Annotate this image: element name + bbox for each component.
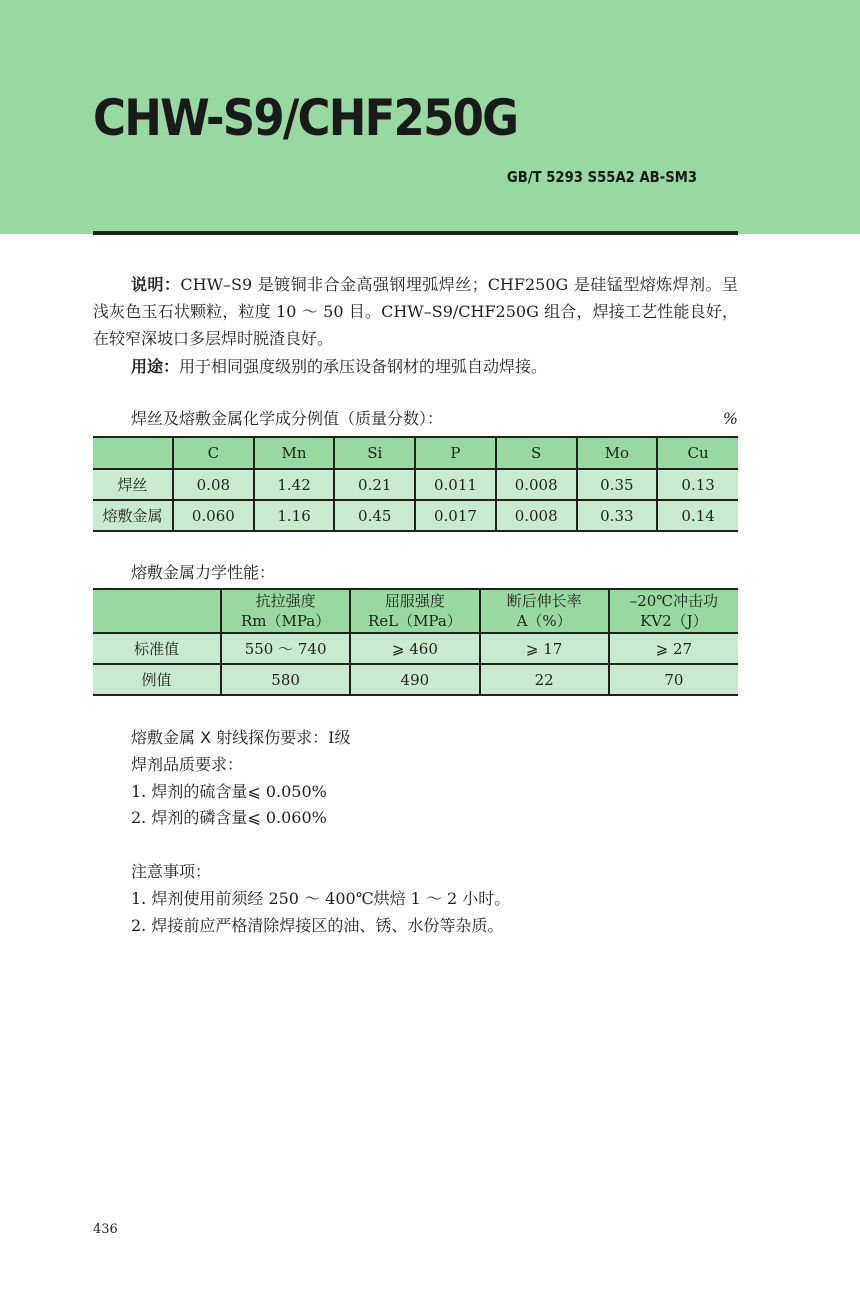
table-cell: ⩾ 17: [480, 633, 609, 664]
mechanical-title: 熔敷金属力学性能：: [131, 563, 276, 582]
table-cell: 0.008: [496, 469, 577, 500]
flux-item: 2. 焊剂的磷含量⩽ 0.060%: [131, 808, 327, 827]
divider: [93, 231, 738, 235]
header-line: 断后伸长率: [506, 592, 582, 610]
xray-value: Ⅰ级: [328, 728, 351, 747]
table-cell: 70: [609, 664, 738, 695]
table-cell: 0.14: [657, 500, 738, 531]
table-cell: 0.45: [334, 500, 415, 531]
mechanical-table: [93, 588, 738, 696]
header-cell: [93, 437, 173, 469]
standard-code: GB/T 5293 S55A2 AB-SM3: [506, 168, 697, 186]
row-label: 焊丝: [93, 469, 173, 500]
table-cell: 490: [350, 664, 479, 695]
row-label: 熔敷金属: [93, 500, 173, 531]
usage-paragraph: [93, 353, 738, 380]
header-cell: Mn: [254, 437, 335, 469]
description-label: 说明：: [131, 275, 181, 294]
table-cell: ⩾ 460: [350, 633, 479, 664]
header-cell: [350, 589, 479, 633]
header-line: –20℃冲击功: [629, 592, 719, 610]
table-cell: 550 ～ 740: [221, 633, 350, 664]
header-unit: A（%）: [516, 612, 572, 630]
header-cell: S: [496, 437, 577, 469]
header-line: 屈服强度: [384, 592, 445, 610]
header-cell: Mo: [577, 437, 658, 469]
table-cell: 0.21: [334, 469, 415, 500]
table-cell: 0.08: [173, 469, 254, 500]
note-item: 1. 焊剂使用前须经 250 ～ 400℃烘焙 1 ～ 2 小时。: [131, 889, 511, 908]
table-row: [93, 500, 738, 531]
table-row: [93, 469, 738, 500]
usage-label: 用途：: [131, 357, 180, 376]
notes-title: 注意事项：: [131, 862, 212, 881]
header-unit: KV2（J）: [640, 612, 708, 630]
page-number: 436: [93, 1222, 118, 1237]
header-cell: Si: [334, 437, 415, 469]
header-band: [0, 0, 860, 234]
header-line: 抗拉强度: [255, 592, 316, 610]
page-title: CHW-S9/CHF250G: [93, 89, 518, 147]
header-cell: [480, 589, 609, 633]
table-cell: 0.060: [173, 500, 254, 531]
table-cell: 0.35: [577, 469, 658, 500]
xray-label: 熔敷金属 X 射线探伤要求：: [131, 728, 329, 747]
table-cell: 0.011: [415, 469, 496, 500]
header-cell: [93, 589, 221, 633]
table-cell: 1.16: [254, 500, 335, 531]
table-cell: 0.13: [657, 469, 738, 500]
table-cell: 0.017: [415, 500, 496, 531]
xray-requirement: [131, 725, 350, 751]
row-label: 标准值: [93, 633, 221, 664]
table-row: [93, 664, 738, 695]
usage-text: 用于相同强度级别的承压设备钢材的埋弧自动焊接。: [179, 357, 548, 376]
table-cell: ⩾ 27: [609, 633, 738, 664]
table-cell: 22: [480, 664, 609, 695]
flux-quality-title: 焊剂品质要求：: [131, 755, 244, 774]
header-cell: C: [173, 437, 254, 469]
table-cell: 0.008: [496, 500, 577, 531]
chemical-title: 焊丝及熔敷金属化学成分例值（质量分数）：: [131, 409, 444, 428]
description-text: CHW–S9 是镀铜非合金高强钢埋弧焊丝；CHF250G 是硅锰型熔炼焊剂。呈浅灰色玉石状颗粒，粒度 10 ～ 50 目。CHW–S9/CHF250G 组合，焊接工艺性能良好，在较窄深坡口多层焊时脱渣良好。: [93, 275, 738, 348]
header-unit: Rm（MPa）: [241, 612, 331, 630]
table-cell: 1.42: [254, 469, 335, 500]
header-cell: Cu: [657, 437, 738, 469]
description-paragraph: [93, 271, 738, 352]
table-header-row: [93, 589, 738, 633]
chemical-table: [93, 436, 738, 532]
note-item: 2. 焊接前应严格清除焊接区的油、锈、水份等杂质。: [131, 916, 504, 935]
table-row: [93, 633, 738, 664]
flux-item: 1. 焊剂的硫含量⩽ 0.050%: [131, 782, 327, 801]
header-cell: P: [415, 437, 496, 469]
table-cell: 580: [221, 664, 350, 695]
row-label: 例值: [93, 664, 221, 695]
header-cell: [609, 589, 738, 633]
table-cell: 0.33: [577, 500, 658, 531]
header-cell: [221, 589, 350, 633]
chemical-unit: %: [722, 409, 738, 428]
table-header-row: [93, 437, 738, 469]
header-unit: ReL（MPa）: [367, 612, 462, 630]
